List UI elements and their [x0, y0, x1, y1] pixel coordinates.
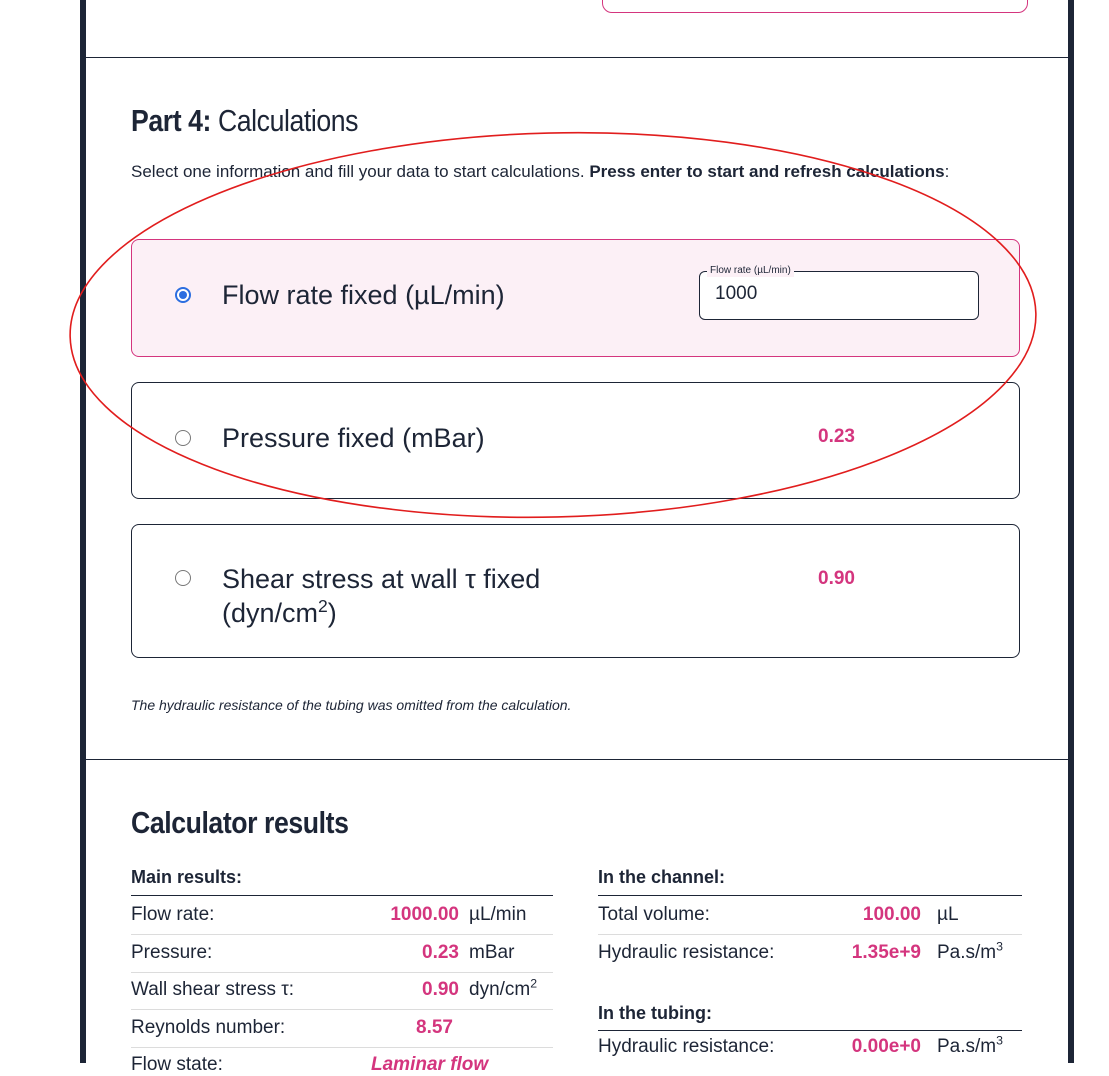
flow-rate-field-label: Flow rate (µL/min) — [707, 265, 794, 277]
row-unit: µL/min — [469, 904, 527, 925]
row-label: Pressure: — [131, 942, 213, 963]
row-unit — [469, 976, 538, 1001]
pressure-radio[interactable] — [175, 430, 191, 446]
row-separator — [131, 972, 553, 973]
part4-title-bold: Part 4: — [131, 103, 211, 138]
row-label: Wall shear stress τ: — [131, 979, 295, 1000]
section-divider — [86, 759, 1068, 760]
row-label: Hydraulic resistance: — [598, 942, 775, 963]
row-value: 0.00e+0 — [851, 1036, 921, 1057]
unit-text: Pa.s/m — [937, 942, 997, 963]
option-pressure[interactable] — [131, 382, 1020, 499]
row-label: Hydraulic resistance: — [598, 1036, 775, 1057]
row-label: Reynolds number: — [131, 1017, 286, 1038]
shear-label-unit-post: ) — [327, 598, 337, 628]
pressure-option-label: Pressure fixed (mBar) — [222, 423, 485, 453]
previous-section-field[interactable] — [602, 0, 1028, 13]
unit-text: dyn/cm — [469, 979, 531, 1000]
row-label: Flow state: — [131, 1054, 223, 1075]
section-divider — [86, 57, 1068, 58]
table-rule — [131, 895, 553, 896]
unit-sup: 3 — [996, 1033, 1003, 1048]
instructions-bold: Press enter to start and refresh calculations — [589, 162, 945, 181]
results-title: Calculator results — [131, 805, 349, 840]
row-value: Laminar flow — [371, 1054, 489, 1075]
calculator-panel — [80, 0, 1074, 1075]
tubing-results-heading: In the tubing: — [598, 1003, 712, 1023]
shear-label-main: Shear stress at wall τ fixed — [222, 564, 541, 594]
shear-label-unit-pre: (dyn/cm — [222, 598, 319, 628]
row-unit: mBar — [469, 942, 515, 963]
instructions-text: Select one information and fill your data to start calculations. — [131, 162, 590, 181]
row-unit — [937, 939, 1003, 964]
flow-rate-radio[interactable] — [175, 287, 191, 303]
flow-rate-option-label: Flow rate fixed (µL/min) — [222, 280, 505, 310]
row-separator — [131, 1009, 553, 1010]
flow-rate-input[interactable] — [715, 283, 965, 305]
row-value: 100.00 — [862, 904, 921, 925]
row-value: 1000.00 — [390, 904, 459, 925]
table-rule — [598, 1030, 1022, 1031]
unit-sup: 3 — [996, 939, 1003, 954]
row-separator — [598, 934, 1022, 935]
main-results-heading: Main results: — [131, 867, 243, 887]
option-shear-stress[interactable] — [131, 524, 1020, 658]
row-unit: µL — [937, 904, 959, 925]
shear-label-unit-sup: 2 — [318, 596, 328, 616]
row-label: Flow rate: — [131, 904, 215, 925]
row-separator — [131, 934, 553, 935]
shear-stress-radio[interactable] — [175, 570, 191, 586]
unit-sup: 2 — [530, 976, 538, 991]
channel-results-heading: In the channel: — [598, 867, 726, 887]
row-label: Total volume: — [598, 904, 710, 925]
row-value: 0.23 — [422, 942, 459, 963]
shear-stress-option-label — [222, 562, 642, 630]
tubing-note: The hydraulic resistance of the tubing was omitted from the calculation. — [131, 697, 572, 713]
row-separator — [131, 1047, 553, 1048]
channel-results-table — [598, 866, 1022, 1063]
part4-instructions — [131, 158, 1021, 186]
option-flow-rate[interactable] — [131, 239, 1020, 357]
table-rule — [598, 895, 1022, 896]
flow-rate-field[interactable] — [699, 265, 979, 320]
row-unit — [937, 1033, 1003, 1058]
pressure-value: 0.23 — [818, 426, 855, 447]
part4-title-light: Calculations — [217, 103, 359, 138]
unit-text: Pa.s/m — [937, 1036, 997, 1057]
shear-stress-value: 0.90 — [818, 568, 855, 589]
row-value: 8.57 — [416, 1017, 453, 1038]
main-results-table — [131, 866, 553, 1075]
instructions-end: : — [944, 162, 950, 181]
row-value: 0.90 — [422, 979, 459, 1000]
row-value: 1.35e+9 — [851, 942, 921, 963]
part4-title — [131, 103, 358, 139]
